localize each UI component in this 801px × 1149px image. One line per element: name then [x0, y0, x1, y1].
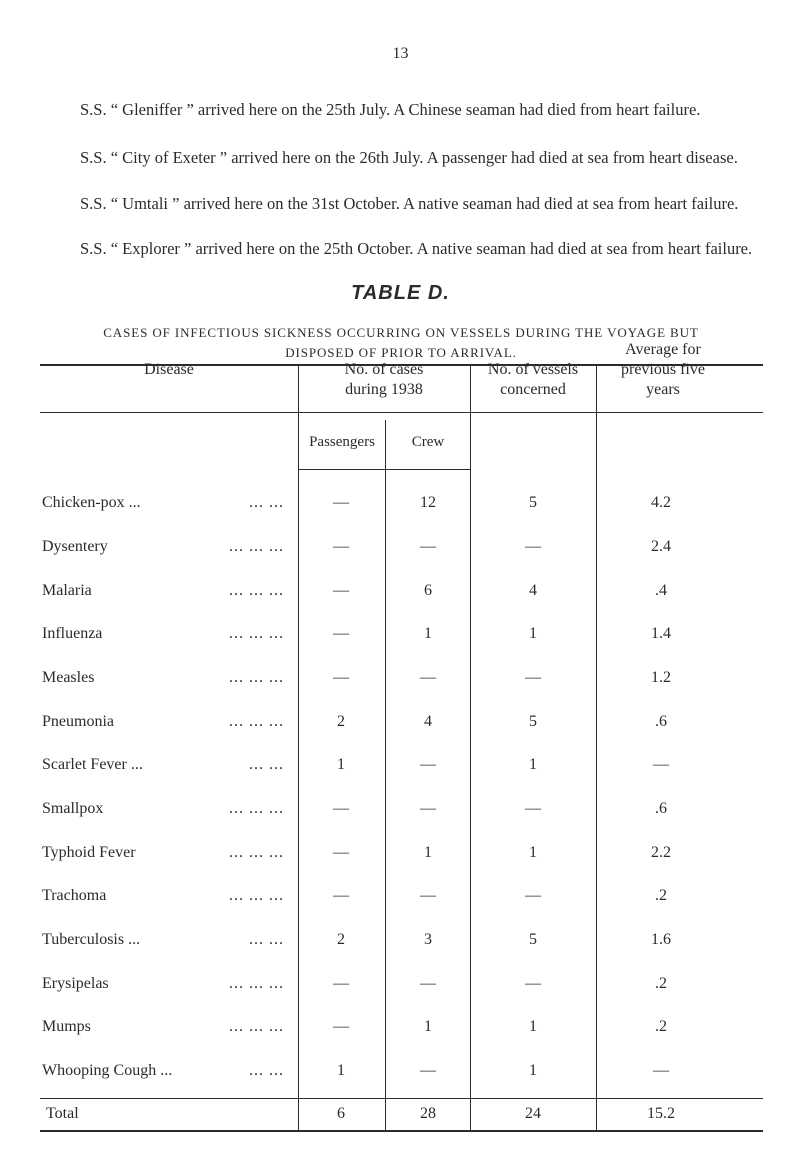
- average-influenza: 1.4: [651, 625, 671, 642]
- vessels-influenza: 1: [529, 625, 537, 642]
- passengers-chicken-pox: —: [333, 494, 349, 511]
- vessels-scarlet-fever: 1: [529, 756, 537, 773]
- paragraph-explorer: S.S. “ Explorer ” arrived here on the 25th October. A native seaman had died at sea from heart failure.: [80, 239, 753, 258]
- disease-erysipelas: Erysipelas ... ... ...: [42, 975, 284, 992]
- total-top-rule: [40, 1098, 763, 1099]
- dot-leader: ... ... ...: [229, 582, 284, 599]
- disease-dysentery: Dysentery ... ... ...: [42, 538, 284, 555]
- passengers-scarlet-fever: 1: [337, 756, 345, 773]
- header-average-line-2: previous five: [621, 361, 705, 378]
- average-tuberculosis: 1.6: [651, 931, 671, 948]
- average-dysentery: 2.4: [651, 538, 671, 555]
- average-pneumonia: .6: [655, 713, 667, 730]
- dot-leader: ... ... ...: [229, 669, 284, 686]
- header-cases-line-2: during 1938: [345, 381, 423, 398]
- dot-leader: ... ... ...: [229, 800, 284, 817]
- crew-whooping-cough: —: [420, 1062, 436, 1079]
- disease-chicken-pox: Chicken-pox ... ... ...: [42, 494, 284, 511]
- passengers-dysentery: —: [333, 538, 349, 555]
- passengers-malaria: —: [333, 582, 349, 599]
- passengers-whooping-cough: 1: [337, 1062, 345, 1079]
- column-divider-1: [298, 366, 299, 1132]
- paragraph-umtali: S.S. “ Umtali ” arrived here on the 31st October. A native seaman had died at sea from heart failure.: [80, 194, 739, 213]
- crew-chicken-pox: 12: [420, 494, 436, 511]
- dot-leader: ... ... ...: [229, 887, 284, 904]
- average-mumps: .2: [655, 1018, 667, 1035]
- disease-scarlet-fever: Scarlet Fever ... ... ...: [42, 756, 284, 773]
- header-disease: Disease: [144, 361, 194, 378]
- vessels-tuberculosis: 5: [529, 931, 537, 948]
- total-average: 15.2: [647, 1105, 675, 1122]
- dot-leader: ... ...: [249, 931, 284, 948]
- vessels-pneumonia: 5: [529, 713, 537, 730]
- header-vessels-line-1: No. of vessels: [487, 361, 579, 378]
- crew-trachoma: —: [420, 887, 436, 904]
- passengers-smallpox: —: [333, 800, 349, 817]
- passengers-trachoma: —: [333, 887, 349, 904]
- total-passengers: 6: [337, 1105, 345, 1122]
- subheader-rule: [298, 469, 470, 470]
- vessels-erysipelas: —: [525, 975, 541, 992]
- vessels-mumps: 1: [529, 1018, 537, 1035]
- disease-whooping-cough: Whooping Cough ... ... ...: [42, 1062, 284, 1079]
- average-smallpox: .6: [655, 800, 667, 817]
- disease-pneumonia: Pneumonia ... ... ...: [42, 713, 284, 730]
- crew-tuberculosis: 3: [424, 931, 432, 948]
- total-vessels: 24: [525, 1105, 541, 1122]
- average-trachoma: .2: [655, 887, 667, 904]
- crew-dysentery: —: [420, 538, 436, 555]
- column-divider-2: [385, 420, 386, 1132]
- passengers-mumps: —: [333, 1018, 349, 1035]
- disease-influenza: Influenza ... ... ...: [42, 625, 284, 642]
- header-cases-line-1: No. of cases: [344, 361, 424, 378]
- dot-leader: ... ... ...: [229, 713, 284, 730]
- dot-leader: ... ... ...: [229, 1018, 284, 1035]
- dot-leader: ... ...: [249, 1062, 284, 1079]
- crew-erysipelas: —: [420, 975, 436, 992]
- crew-mumps: 1: [424, 1018, 432, 1035]
- header-average-line-1: Average for: [625, 341, 701, 358]
- dot-leader: ... ... ...: [229, 625, 284, 642]
- header-bottom-rule: [40, 412, 763, 413]
- paragraph-gleniffer: S.S. “ Gleniffer ” arrived here on the 25th July. A Chinese seaman had died from heart failure.: [80, 100, 701, 119]
- vessels-chicken-pox: 5: [529, 494, 537, 511]
- passengers-influenza: —: [333, 625, 349, 642]
- average-scarlet-fever: —: [653, 756, 669, 773]
- vessels-whooping-cough: 1: [529, 1062, 537, 1079]
- vessels-smallpox: —: [525, 800, 541, 817]
- table-caption-line-2: DISPOSED OF PRIOR TO ARRIVAL.: [285, 345, 517, 360]
- vessels-measles: —: [525, 669, 541, 686]
- dot-leader: ... ...: [249, 756, 284, 773]
- total-label-text: Total: [46, 1105, 79, 1122]
- paragraph-city-of-exeter: S.S. “ City of Exeter ” arrived here on the 26th July. A passenger had died at sea from heart disease.: [80, 148, 738, 167]
- table-bottom-rule: [40, 1130, 763, 1132]
- dot-leader: ... ...: [249, 494, 284, 511]
- average-whooping-cough: —: [653, 1062, 669, 1079]
- header-crew: Crew: [411, 434, 445, 450]
- average-typhoid-fever: 2.2: [651, 844, 671, 861]
- disease-malaria: Malaria ... ... ...: [42, 582, 284, 599]
- crew-influenza: 1: [424, 625, 432, 642]
- header-average-line-3: years: [646, 381, 680, 398]
- disease-measles: Measles ... ... ...: [42, 669, 284, 686]
- dot-leader: ... ... ...: [229, 844, 284, 861]
- average-erysipelas: .2: [655, 975, 667, 992]
- total-label: [42, 1104, 296, 1124]
- total-crew: 28: [420, 1105, 436, 1122]
- disease-tuberculosis: Tuberculosis ... ... ...: [42, 931, 284, 948]
- dot-leader: ... ... ...: [229, 975, 284, 992]
- header-passengers: Passengers: [309, 434, 375, 450]
- dot-leader: ... ... ...: [229, 538, 284, 555]
- column-divider-4: [596, 366, 597, 1132]
- vessels-typhoid-fever: 1: [529, 844, 537, 861]
- crew-pneumonia: 4: [424, 713, 432, 730]
- vessels-malaria: 4: [529, 582, 537, 599]
- disease-trachoma: Trachoma ... ... ...: [42, 887, 284, 904]
- average-malaria: .4: [655, 582, 667, 599]
- disease-mumps: Mumps ... ... ...: [42, 1018, 284, 1035]
- passengers-typhoid-fever: —: [333, 844, 349, 861]
- page-number: 13: [392, 45, 409, 62]
- table-title: TABLE D.: [351, 282, 450, 304]
- crew-scarlet-fever: —: [420, 756, 436, 773]
- vessels-trachoma: —: [525, 887, 541, 904]
- disease-typhoid-fever: Typhoid Fever ... ... ...: [42, 844, 284, 861]
- average-chicken-pox: 4.2: [651, 494, 671, 511]
- table-caption-line-1: CASES OF INFECTIOUS SICKNESS OCCURRING ON VESSELS DURING THE VOYAGE BUT: [103, 325, 699, 340]
- average-measles: 1.2: [651, 669, 671, 686]
- header-vessels-line-2: concerned: [500, 381, 566, 398]
- crew-smallpox: —: [420, 800, 436, 817]
- disease-smallpox: Smallpox ... ... ...: [42, 800, 284, 817]
- crew-measles: —: [420, 669, 436, 686]
- passengers-measles: —: [333, 669, 349, 686]
- crew-typhoid-fever: 1: [424, 844, 432, 861]
- passengers-pneumonia: 2: [337, 713, 345, 730]
- crew-malaria: 6: [424, 582, 432, 599]
- passengers-tuberculosis: 2: [337, 931, 345, 948]
- passengers-erysipelas: —: [333, 975, 349, 992]
- vessels-dysentery: —: [525, 538, 541, 555]
